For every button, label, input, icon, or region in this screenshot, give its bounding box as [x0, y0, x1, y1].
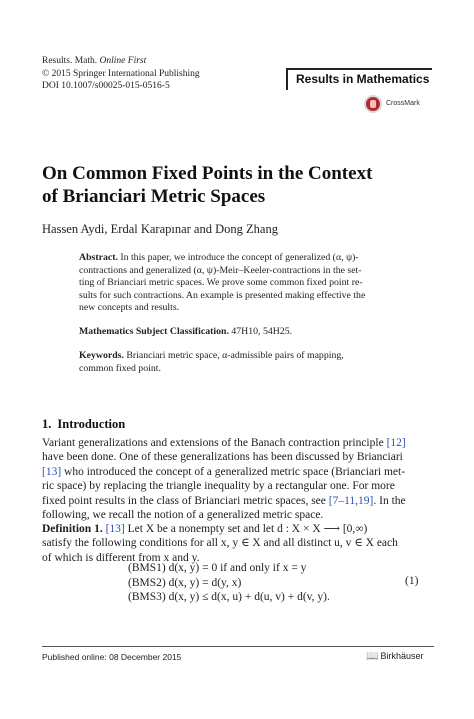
keywords [79, 350, 399, 375]
journal-citation-line: Results. Math. Online First [42, 56, 147, 66]
abstract-line: new concepts and results. [79, 302, 180, 314]
journal-status: Online First [99, 56, 147, 66]
definition-label: Definition 1. [42, 523, 103, 535]
published-date: Published online: 08 December 2015 [42, 652, 182, 662]
publisher-logo [366, 651, 423, 662]
footer-divider [42, 646, 434, 647]
abstract-line: In this paper, we introduce the concept of generalized (α, ψ)- [117, 252, 359, 263]
book-icon: 📖 [366, 651, 379, 662]
citation-link[interactable]: [13] [42, 465, 62, 478]
crossmark-badge[interactable] [364, 95, 434, 115]
section-heading [42, 417, 125, 432]
equation-line: (BMS2) d(x, y) = d(y, x) [128, 576, 242, 589]
equation-number: (1) [405, 575, 419, 587]
keywords-text: common fixed point. [79, 362, 161, 374]
author-list: Hassen Aydi, Erdal Karapınar and Dong Zhang [42, 222, 278, 236]
abstract-line: ting of Brianciari metric spaces. We prove some common fixed point re- [79, 277, 363, 289]
msc-value: 47H10, 54H25. [228, 326, 293, 337]
section-number: 1. [42, 417, 52, 431]
copyright-line: © 2015 Springer International Publishing [42, 68, 200, 79]
abstract [79, 252, 399, 315]
crossmark-label: CrossMark [386, 100, 420, 107]
abstract-label: Abstract. [79, 252, 118, 263]
publisher-name: Birkhäuser [380, 651, 424, 661]
section-title: Introduction [57, 417, 126, 431]
title-line: of Brianciari Metric Spaces [42, 186, 266, 207]
citation-link[interactable]: [7–11,19] [328, 494, 374, 507]
msc-label: Mathematics Subject Classification. [79, 326, 229, 337]
paper-title [42, 162, 442, 208]
keywords-label: Keywords. [79, 350, 124, 361]
intro-paragraph: Variant generalizations and extensions of the Banach contraction principle [12] have been done. One of these generalizations has been discussed by Brianciari [13] who introduced the concept of a generalized metric space (Brianciari met- ric space) by replacing the triangle inequality by a rectangular one. For more fixed point results in the class of Brianciari metric spaces, see [7–11,19]. In the following, we recall the notion of a generalized metric space. [42, 437, 406, 522]
crossmark-icon [364, 95, 382, 113]
msc-classification [79, 326, 399, 339]
equation-line: (BMS3) d(x, y) ≤ d(x, u) + d(u, v) + d(v, y). [128, 591, 330, 604]
abstract-line: contractions and generalized (α, ψ)-Meir–Keeler-contractions in the set- [79, 264, 362, 276]
keywords-text: Brianciari metric space, α-admissible pairs of mapping, [123, 350, 344, 361]
abstract-line: sults for such contractions. An example is presented making effective the [79, 289, 366, 301]
citation-link[interactable]: [13] [105, 523, 125, 535]
equation-block [128, 561, 330, 605]
citation-link[interactable]: [12] [386, 437, 406, 449]
definition-block: Definition 1. [13] Let X be a nonempty set and let d : X × X ⟶ [0,∞) satisfy the following conditions for all x, y ∈ X and all distinct u, v ∈ X each of which is different from x and y. [42, 523, 398, 564]
journal-info [42, 55, 200, 93]
title-line: On Common Fixed Points in the Context [42, 163, 373, 184]
equation-line: (BMS1) d(x, y) = 0 if and only if x = y [128, 562, 307, 574]
doi-link[interactable]: DOI 10.1007/s00025-015-0516-5 [42, 81, 170, 91]
journal-name-box: Results in Mathematics [286, 68, 432, 90]
